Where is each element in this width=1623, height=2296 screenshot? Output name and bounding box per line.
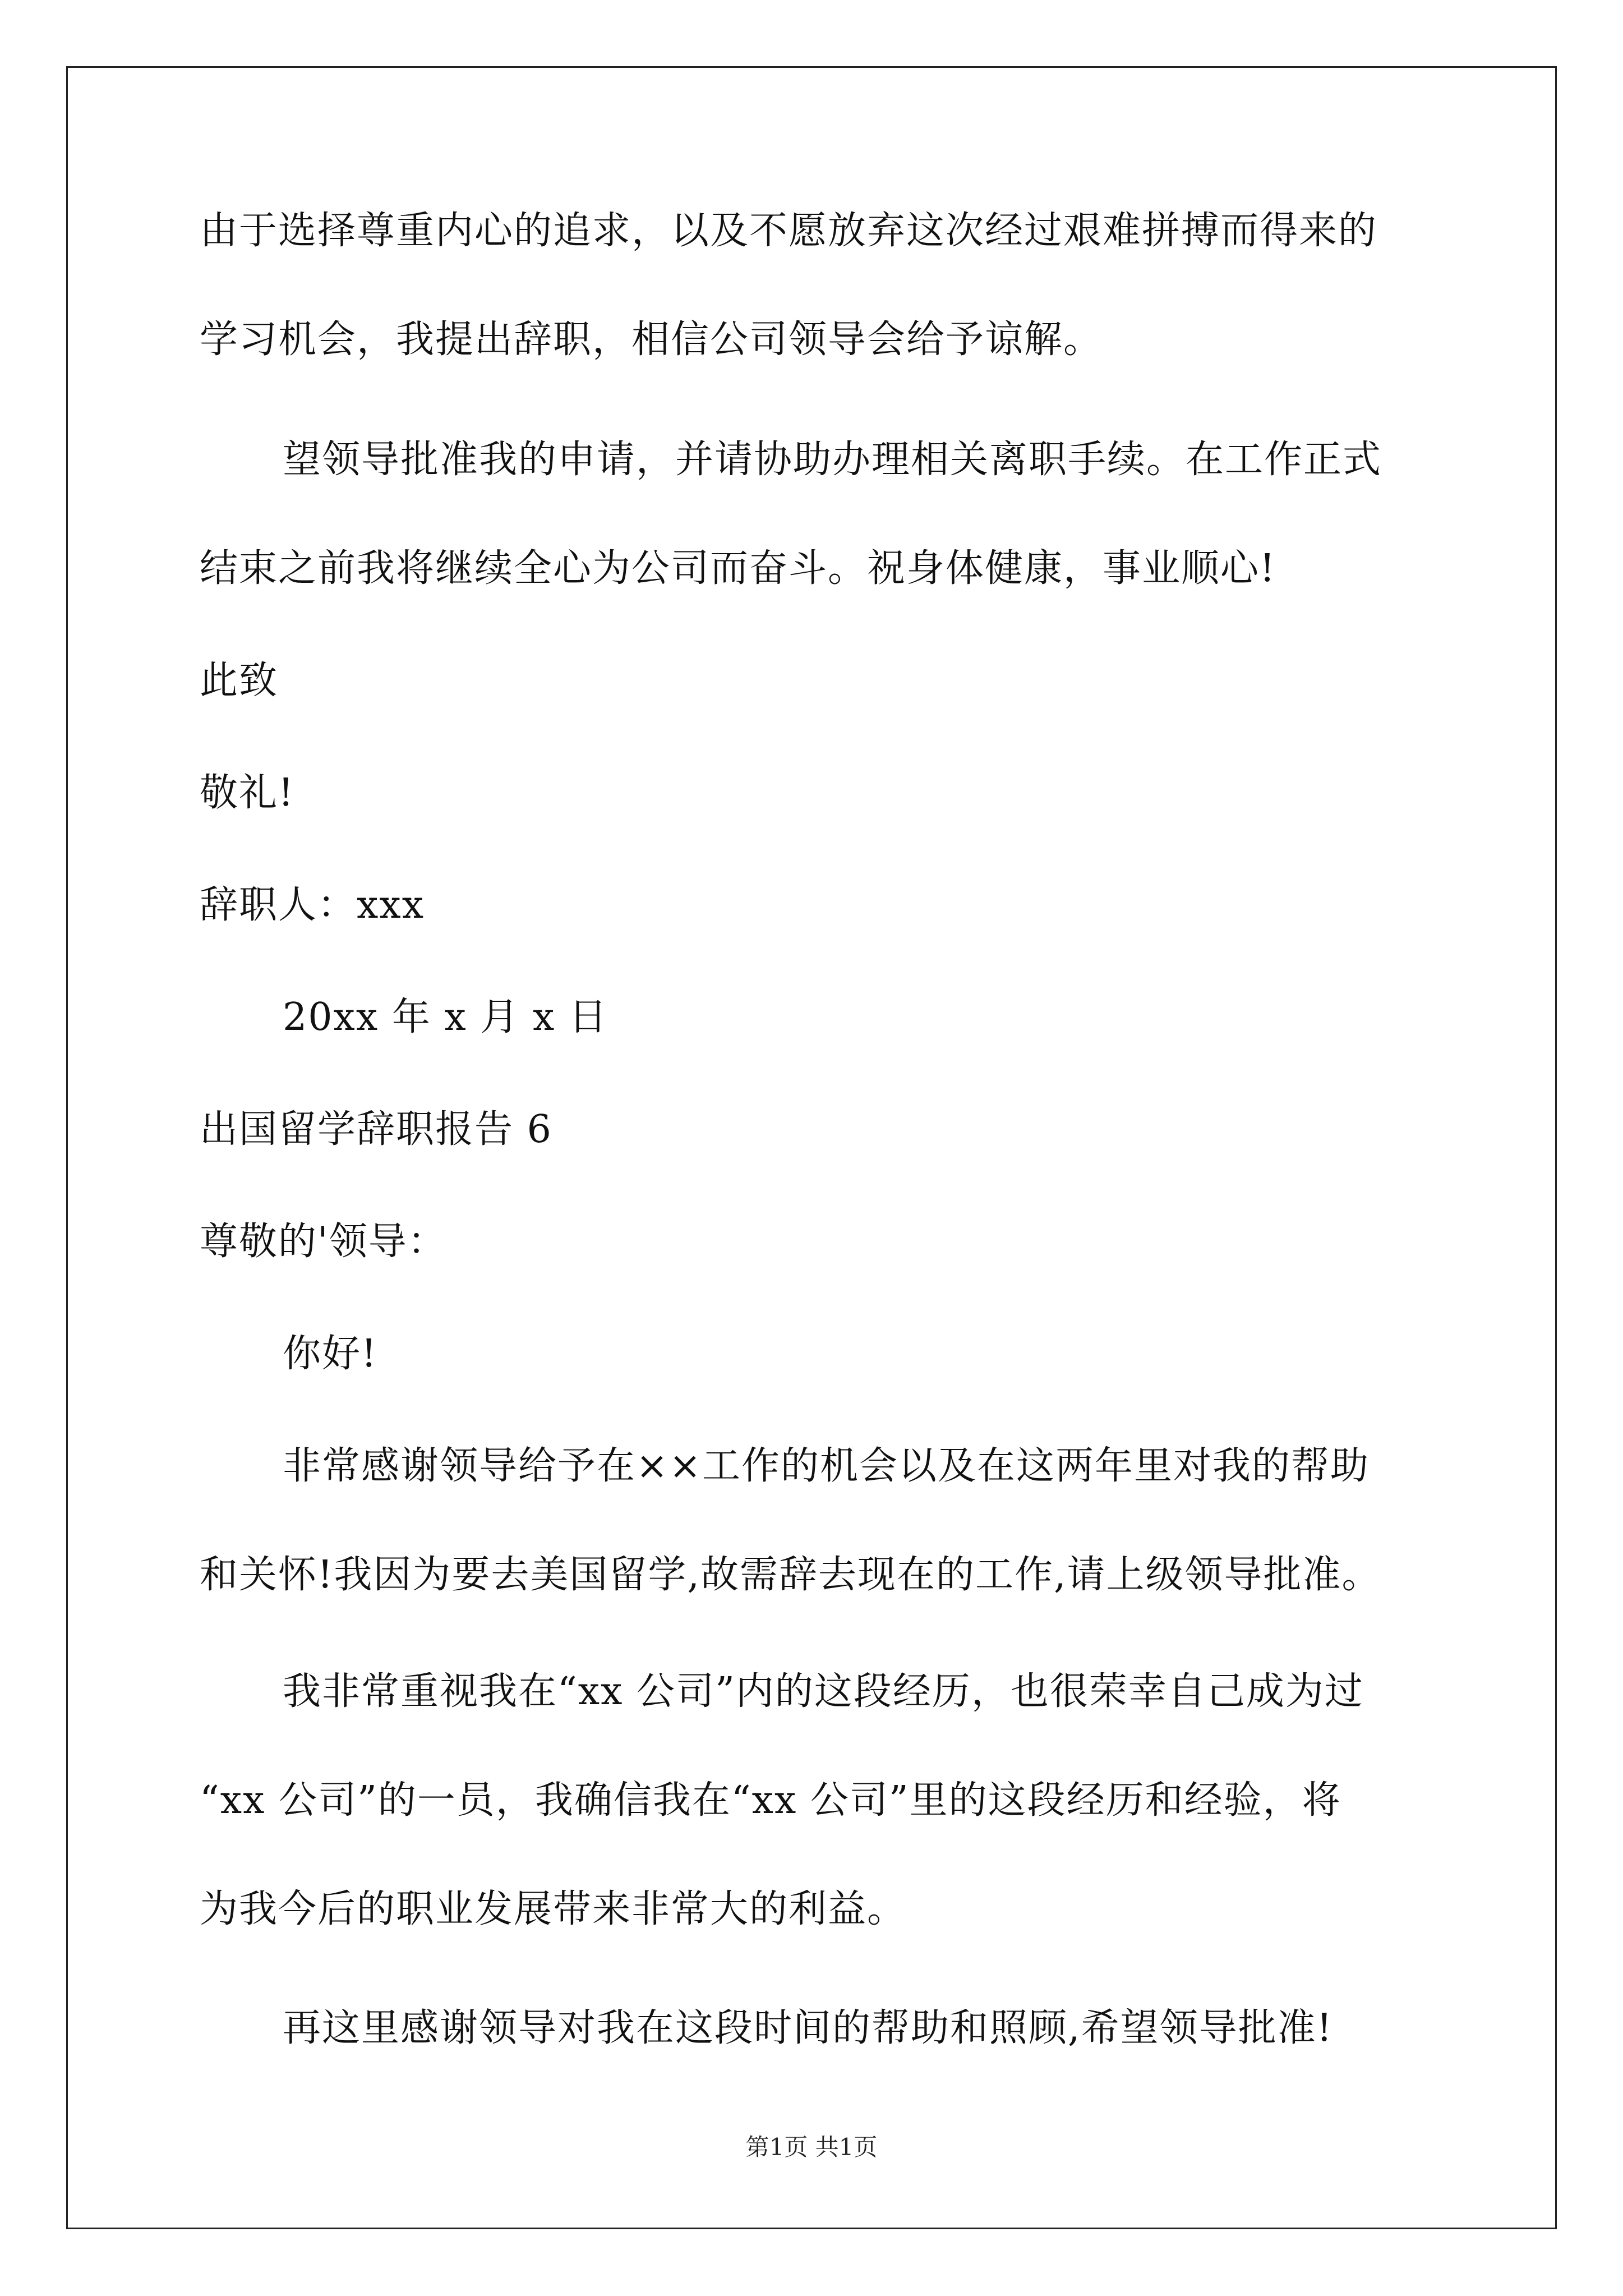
paragraph-line: 学习机会，我提出辞职，相信公司领导会给予谅解。 [200,318,1103,362]
page-number-footer: 第1页 共1页 [745,2133,878,2161]
paragraph-line: 由于选择尊重内心的追求，以及不愿放弃这次经过艰难拼搏而得来的 [200,209,1378,253]
signature-line: 辞职人：xxx [200,883,425,927]
paragraph-line: “xx 公司”的一员，我确信我在“xx 公司”里的这段经历和经验，将 [200,1778,1341,1823]
paragraph-line: 非常感谢领导给予在××工作的机会以及在这两年里对我的帮助 [283,1444,1370,1488]
section-title: 出国留学辞职报告 6 [200,1107,552,1152]
closing-line: 此致 [200,659,279,703]
greeting-line: 尊敬的'领导： [200,1220,447,1264]
greeting-line: 你好! [283,1332,378,1376]
date-line: 20xx 年 x 月 x 日 [283,995,608,1039]
paragraph-line: 为我今后的职业发展带来非常大的利益。 [200,1887,907,1931]
salutation-line: 敬礼! [200,771,295,815]
paragraph-line: 再这里感谢领导对我在这段时间的帮助和照顾,希望领导批准! [283,2006,1333,2050]
paragraph-line: 望领导批准我的申请，并请协助办理相关离职手续。在工作正式 [283,438,1382,482]
paragraph-line: 和关怀!我因为要去美国留学,故需辞去现在的工作,请上级领导批准。 [200,1553,1381,1597]
paragraph-line: 结束之前我将继续全心为公司而奋斗。祝身体健康，事业顺心! [200,546,1276,591]
paragraph-line: 我非常重视我在“xx 公司”内的这段经历，也很荣幸自己成为过 [283,1669,1364,1714]
